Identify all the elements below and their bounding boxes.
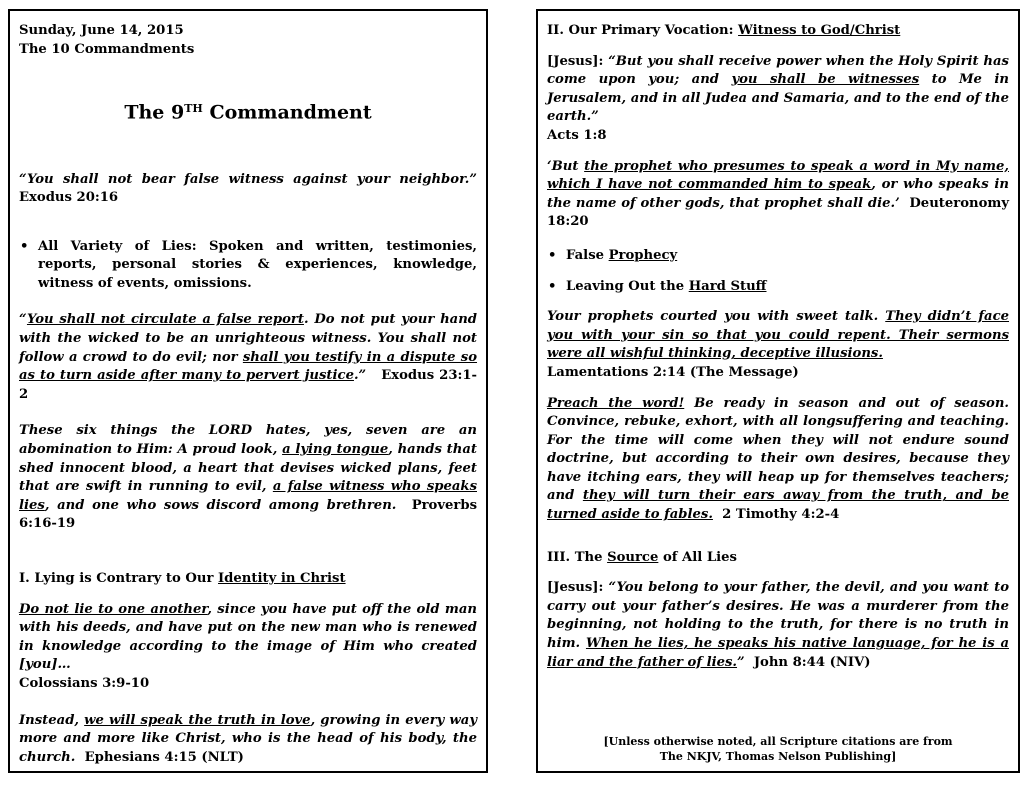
right-content [547,22,1009,672]
section-1-heading: I. Lying is Contrary to Our Identity in Christ [19,571,346,587]
colossians-quote: Do not lie to one another, since you have put off the old man with his deeds, and have put on the new man who is renewed in knowledge according to the image of Him who created [you]… Colossians 3:9-10 [19,601,477,691]
lies-variety-bullet: • All Variety of Lies: Spoken and written, testimonies, reports, personal stories & experiences, knowledge, witness of events, omissions. [20,238,477,291]
bullet-icon: • [548,247,557,263]
acts-quote: [Jesus]: “But you shall receive power when the Holy Spirit has come upon you; and you shall be witnesses to Me in Jerusalem, and in all Judea and Samaria, and to the end of the earth.” Acts 1:8 [547,53,1009,143]
left-page [8,9,488,773]
proverbs-quote: These six things the LORD hates, yes, seven are an abomination to Him: A proud look, a lying tongue, hands that shed innocent blood, a heart that devises wicked plans, feet that are swift in running to evil, a false witness who speaks lies, and one who sows discord among brethren. Proverbs 6:16-19 [19,423,477,532]
footer-line-2: The NKJV, Thomas Nelson Publishing] [659,750,897,763]
bullet-icon: • [548,278,557,294]
exodus-23-quote: “You shall not circulate a false report. Do not put your hand with the wicked to be an unrighteous witness. You shall not follow a crowd to do evil; nor shall you testify in a dispute so as to turn aside after many to pervert justice.” Exodus 23:1-2 [19,312,478,402]
lamentations-quote: Your prophets courted you with sweet talk. They didn’t face you with your sin so that you could repent. Their sermons were all wishful thinking, deceptive illusions. Lamentations 2:14 (The Message) [547,309,1010,380]
deuteronomy-quote: ‘But the prophet who presumes to speak a word in My name, which I have not commanded him to speak, or who speaks in the name of other gods, that prophet shall die.’ Deuteronomy 18:20 [547,158,1010,230]
page-title: The 9TH Commandment [124,101,372,124]
bulletin-date: Sunday, June 14, 2015 [19,23,184,38]
series-title: The 10 Commandments [19,41,195,57]
citation-footer [538,734,1018,764]
bullet-icon: • [20,238,29,254]
false-prophecy-bullet: • False Prophecy [547,247,1009,266]
ephesians-quote: Instead, we will speak the truth in love, growing in every way more and more like Christ, who is the head of his body, the church. Ephesians 4:15 (NLT) [19,712,477,765]
section-3-heading: III. The Source of All Lies [547,549,737,565]
left-content [19,22,477,767]
section-2-heading: II. Our Primary Vocation: Witness to God/Christ [547,23,901,38]
exodus-20-quote: “You shall not bear false witness against your neighbor.” Exodus 20:16 [19,171,477,206]
right-page [536,9,1020,773]
john-quote: [Jesus]: “You belong to your father, the devil, and you want to carry out your father’s desires. He was a murderer from the beginning, not holding to the truth, for there is no truth in him. When he lies, he speaks his native language, for he is a liar and the father of lies.” John 8:44 (NIV) [547,580,1010,670]
hard-stuff-bullet: • Leaving Out the Hard Stuff [547,278,1009,297]
footer-line-1: [Unless otherwise noted, all Scripture citations are from [603,735,953,748]
timothy-quote: Preach the word! Be ready in season and out of season. Convince, rebuke, exhort, with all longsuffering and teaching. For the time will come when they will not endure sound doctrine, but according to their own desires, because they have itching ears, they will heap up for themselves teachers; and they will turn their ears away from the truth, and be turned aside to fables. 2 Timothy 4:2-4 [547,395,1010,523]
